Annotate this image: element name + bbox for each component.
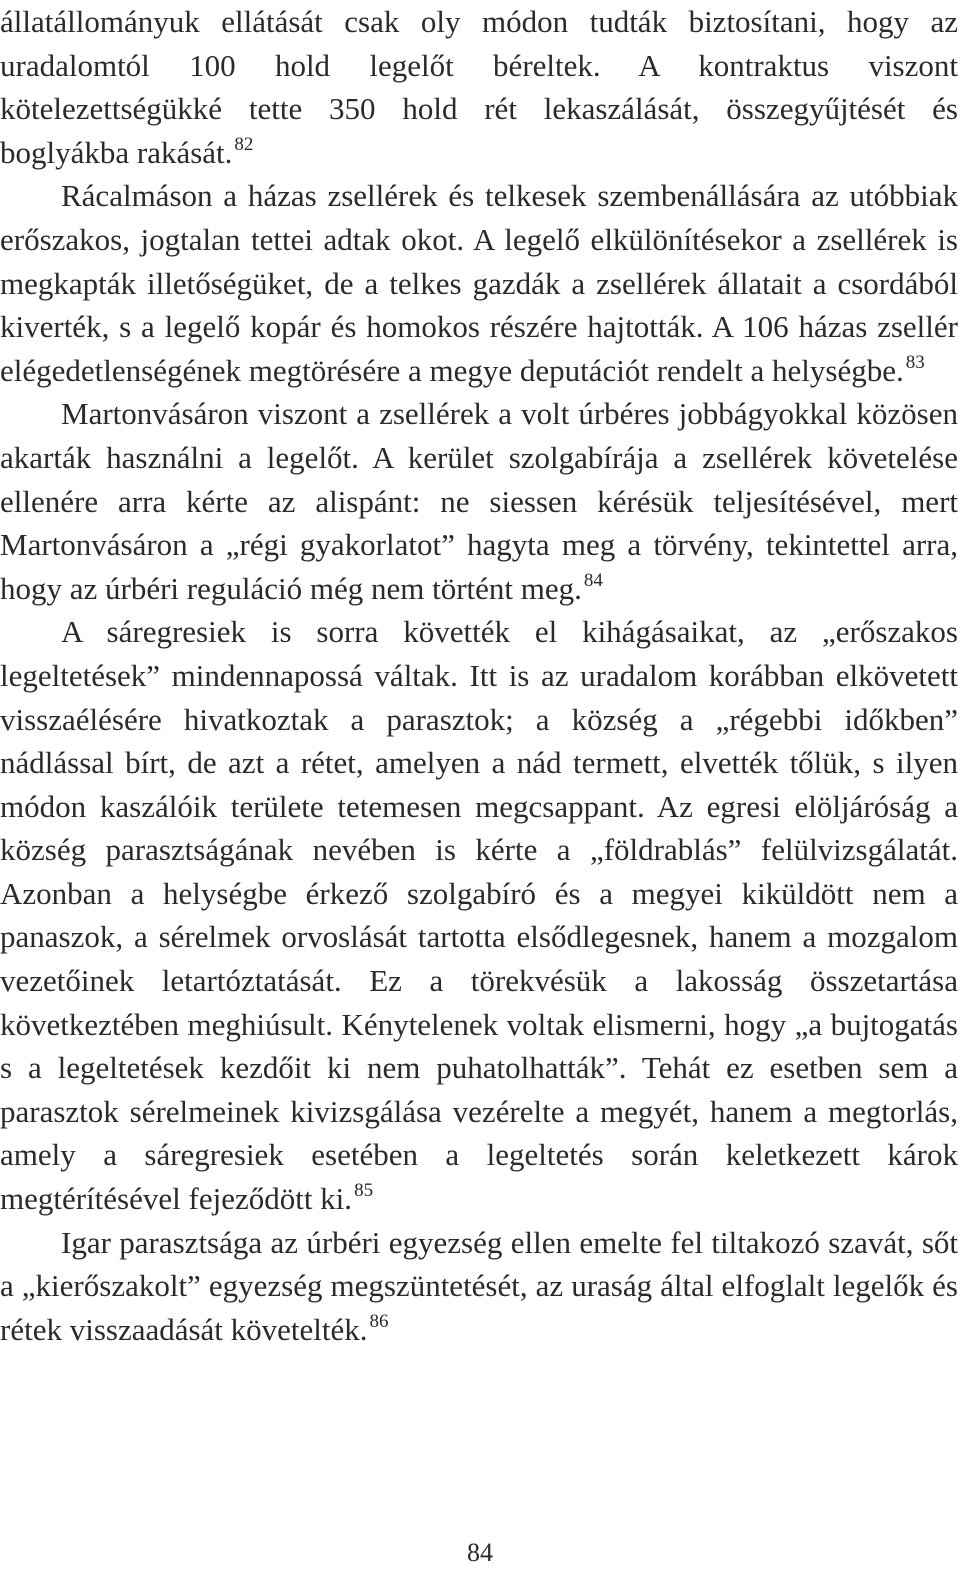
paragraph-text: Rácalmáson a házas zsellérek és telkesek szembenállására az utóbbiak erőszakos, jogtalan tettei adtak okot. A legelő elkülönítésekor a zsellérek is megkapták illetőségüket, de a telkes gazdák a zsellérek állatait a csordából kiverték, s a legelő kopár és homokos részére hajtották. A 106 házas zsellér elégedetlenségének megtörésére a megye deputációt rendelt a helységbe.	[0, 178, 958, 388]
paragraph-text: Martonvásáron viszont a zsellérek a volt úrbéres jobbágyokkal közösen akarták használni a legelőt. A kerület szolgabírája a zsellérek követelése ellenére arra kérte az alispánt: ne siessen kérésük teljesítésével, mert Martonvásáron a „régi gyakorlatot” hagyta meg a törvény, tekintettel arra, hogy az úrbéri reguláció még nem történt meg.	[0, 396, 958, 606]
paragraph-3	[0, 392, 958, 610]
paragraph-5	[0, 1221, 958, 1352]
paragraph-text: állatállományuk ellátását csak oly módon tudták biztosítani, hogy az uradalomtól 100 hold legelőt béreltek. A kontraktus viszont kötelezettségükké tette 350 hold rét lekaszálását, összegyűjtését és boglyákba rakását.	[0, 4, 958, 170]
footnote-marker[interactable]: 84	[583, 569, 603, 591]
page-number: 84	[467, 1538, 493, 1567]
footnote-marker[interactable]: 85	[354, 1180, 374, 1202]
paragraph-text: A sáregresiek is sorra követték el kihágásaikat, az „erőszakos legeltetések” mindennapossá váltak. Itt is az uradalom korábban elkövetett visszaélésére hivatkoztak a parasztok; a község a „régebbi időkben” nádlással bírt, de azt a rétet, amelyen a nád termett, elvették tőlük, s ilyen módon kaszálóik területe tetemesen megcsappant. Az egresi elöljáróság a község parasztságának nevében is kérte a „földrablás” felülvizsgálatát. Azonban a helységbe érkező szolgabíró és a megyei kiküldött nem a panaszok, a sérelmek orvoslását tartotta elsődlegesnek, hanem a mozgalom vezetőinek letartóztatását. Ez a törekvésük a lakosság összetartása következtében meghiúsult. Kénytelenek voltak elismerni, hogy „a bujtogatás s a legeltetések kezdőit ki nem puhatolhatták”. Tehát ez esetben sem a parasztok sérelmeinek kivizsgálása vezérelte a megyét, hanem a megtorlás, amely a sáregresiek esetében a legeltetés során keletkezett károk megtérítésével fejeződött ki.	[0, 614, 958, 1217]
footnote-marker[interactable]: 86	[369, 1310, 389, 1332]
footnote-marker[interactable]: 83	[905, 351, 925, 373]
paragraph-4	[0, 610, 958, 1220]
paragraph-text: Igar parasztsága az úrbéri egyezség ellen emelte fel tiltakozó szavát, sőt a „kierőszakolt” egyezség megszüntetését, az uraság által elfoglalt legelők és rétek visszaadását követelték.	[0, 1224, 958, 1347]
paragraph-2	[0, 174, 958, 392]
paragraph-1	[0, 0, 958, 174]
footnote-marker[interactable]: 82	[234, 133, 254, 155]
